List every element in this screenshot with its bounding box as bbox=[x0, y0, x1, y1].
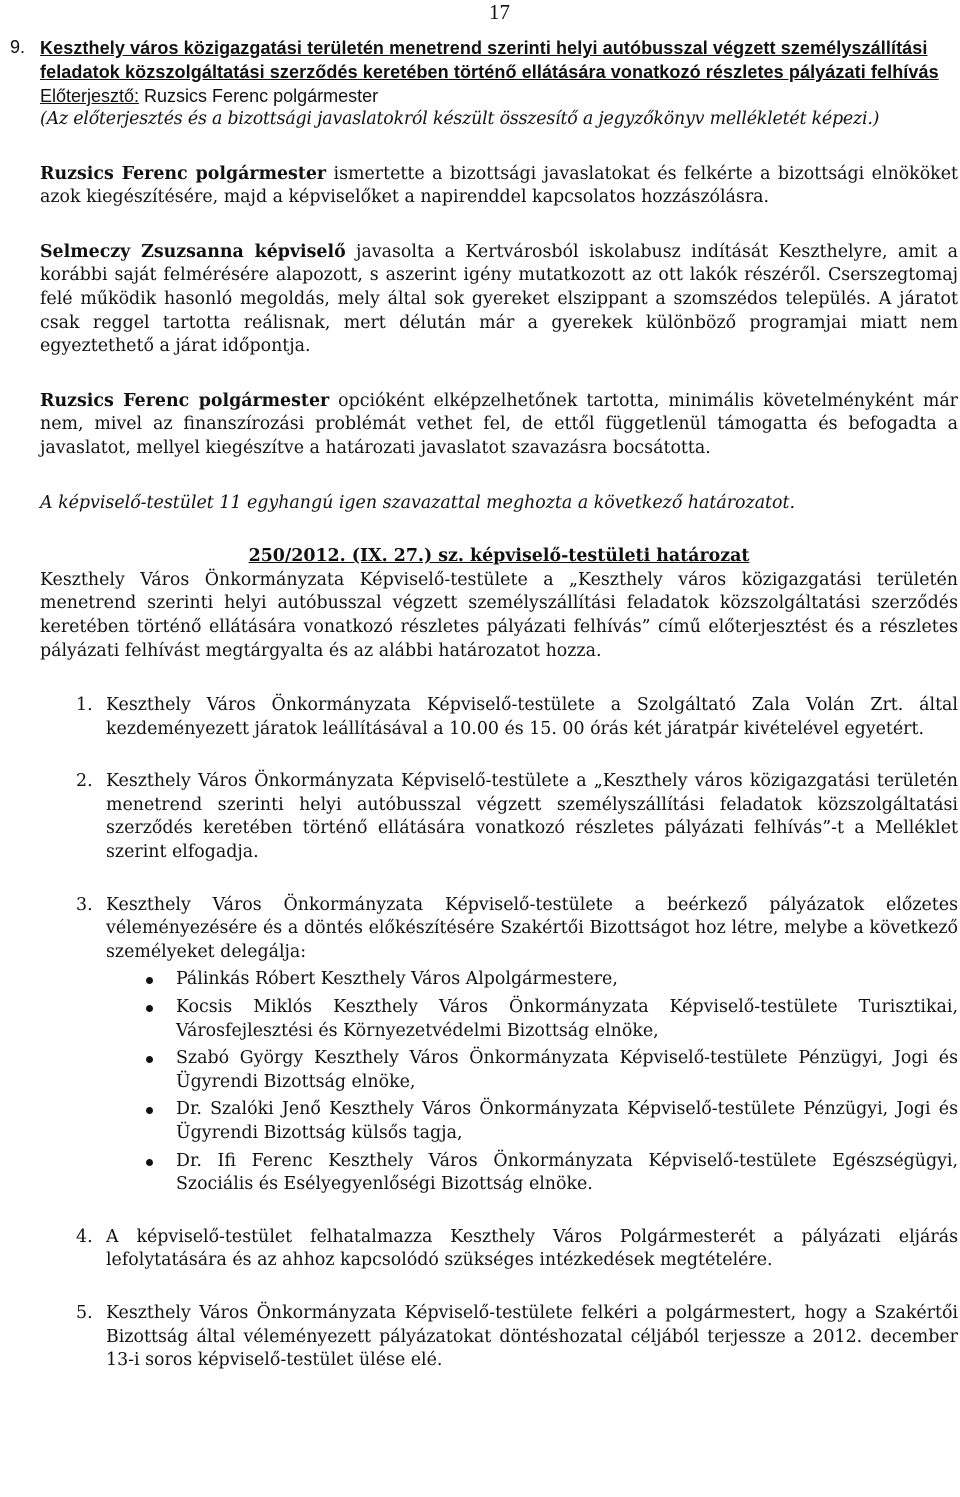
agenda-item-number: 9. bbox=[10, 37, 26, 57]
document-body bbox=[10, 36, 958, 1402]
presenter-line bbox=[40, 84, 958, 108]
resolution-items bbox=[40, 694, 958, 1373]
agenda-item-title: Keszthely város közigazgatási területén menetrend szerinti helyi autóbusszal végzett személyszállítási feladatok közszolgáltatási szerződés keretében történő ellátására vonatkozó részletes pályázati felhívás bbox=[40, 38, 939, 82]
delegate-text: Dr. Ifi Ferenc Keszthely Város Önkormányzata Képviselő-testülete Egészségügyi, Szociális és Esélyegyenlőségi Bizottság elnöke. bbox=[176, 1150, 958, 1195]
delegate-text: Szabó György Keszthely Város Önkormányzata Képviselő-testülete Pénzügyi, Jogi és Ügyrendi Bizottság elnöke, bbox=[176, 1048, 958, 1092]
delegate-list-item bbox=[40, 968, 958, 992]
item-text: Keszthely Város Önkormányzata Képviselő-testülete a Szolgáltató Zala Volán Zrt. által kezdeményezett járatok leállításával a 10.00 és 15. 00 órás két járatpár kivételével egyetért. bbox=[106, 695, 958, 739]
paragraph-text: ismertette a bizottsági javaslatokat és felkérte a bizottsági elnököket azok kiegészítésére, majd a képviselőket a napirenddel kapcsolatos hozzászólásra. bbox=[40, 163, 958, 208]
resolution-item bbox=[40, 1302, 958, 1373]
item-number: 2. bbox=[76, 771, 93, 792]
agenda-item-header bbox=[10, 36, 958, 132]
bullet-icon bbox=[146, 977, 153, 984]
paragraph-mayor-response bbox=[40, 390, 958, 461]
resolution-item bbox=[40, 770, 958, 864]
paragraph-text: opcióként elképzelhetőnek tartotta, minimális követelményként már nem, mivel az finanszírozási problémát vethet fel, de ettől függetlenül támogatta és befogadta a javaslatot, mellyel kiegészítve a határozati javaslatot szavazásra bocsátotta. bbox=[40, 390, 958, 458]
item-text: Keszthely Város Önkormányzata Képviselő-testülete felkéri a polgármestert, hogy a Szakértői Bizottság által véleményezett pályázatokat döntéshozatal céljából terjessze a 2012. december 13-i soros képviselő-testület ülése elé. bbox=[106, 1302, 958, 1371]
delegate-list-item bbox=[40, 1098, 958, 1145]
bullet-icon bbox=[146, 1159, 153, 1166]
item-number: 5. bbox=[76, 1302, 93, 1323]
speaker-name: Selmeczy Zsuzsanna képviselő bbox=[40, 241, 346, 262]
bullet-icon bbox=[146, 1056, 153, 1063]
presenter-name: Ruzsics Ferenc polgármester bbox=[139, 86, 379, 106]
item-number: 1. bbox=[76, 695, 93, 716]
delegate-list bbox=[106, 968, 958, 1196]
item-text: Keszthely Város Önkormányzata Képviselő-testülete a beérkező pályázatok előzetes véleményezésére és a döntés előkészítésére Szakértői Bizottságot hoz létre, melybe a következő személyeket delegálja: bbox=[106, 894, 958, 962]
delegate-list-item bbox=[40, 996, 958, 1043]
delegate-list-item bbox=[40, 1047, 958, 1094]
resolution-item bbox=[40, 694, 958, 741]
item-number: 3. bbox=[76, 894, 93, 915]
resolution-item bbox=[40, 894, 958, 1197]
item-text: Keszthely Város Önkormányzata Képviselő-testülete a „Keszthely város közigazgatási területén menetrend szerinti helyi autóbusszal végzett személyszállítási feladatok közszolgáltatási szerződés keretében történő ellátására vonatkozó részletes pályázati felhívás”-t a Melléklet szerint elfogadja. bbox=[106, 771, 958, 863]
delegate-text: Kocsis Miklós Keszthely Város Önkormányzata Képviselő-testülete Turisztikai, Városfejlesztési és Környezetvédelmi Bizottság elnöke, bbox=[176, 997, 958, 1041]
item-text: A képviselő-testület felhatalmazza Keszthely Város Polgármesterét a pályázati eljárás lefolytatására és az ahhoz kapcsolódó szükséges intézkedések megtételére. bbox=[106, 1226, 958, 1271]
paragraph-mayor-intro bbox=[40, 163, 958, 210]
bullet-icon bbox=[146, 1005, 153, 1012]
delegate-text: Pálinkás Róbert Keszthely Város Alpolgármestere, bbox=[176, 969, 618, 990]
delegate-text: Dr. Szalóki Jenő Keszthely Város Önkormányzata Képviselő-testülete Pénzügyi, Jogi és Ügyrendi Bizottság külsős tagja, bbox=[176, 1099, 958, 1143]
resolution-title: 250/2012. (IX. 27.) sz. képviselő-testületi határozat bbox=[248, 546, 750, 567]
agenda-item-note: (Az előterjesztés és a bizottsági javaslatokról készült összesítő a jegyzőkönyv mellékletét képezi.) bbox=[40, 109, 880, 129]
presenter-label: Előterjesztő: bbox=[40, 86, 140, 106]
vote-statement: A képviselő-testület 11 egyhangú igen szavazattal meghozta a következő határozatot. bbox=[40, 492, 796, 513]
page-number: 17 bbox=[489, 0, 510, 24]
delegate-list-item bbox=[40, 1150, 958, 1197]
paragraph-selmeczy bbox=[40, 241, 958, 359]
item-number: 4. bbox=[76, 1226, 93, 1247]
speaker-name: Ruzsics Ferenc polgármester bbox=[40, 163, 327, 184]
paragraph-text: javasolta a Kertvárosból iskolabusz indítását Keszthelyre, amit a korábbi saját felmérésére alapozott, s aszerint igény mutatkozott az ott lakók részéről. Cserszegtomaj felé működik hasonló megoldás, mely által sok gyereket elszippant a szomszédos település. A járatot csak reggel tartotta reálisnak, mert délután már a gyerekek különböző programjai miatt nem egyeztethető a járat időpontja. bbox=[40, 241, 958, 357]
speaker-name: Ruzsics Ferenc polgármester bbox=[40, 390, 330, 411]
resolution-item bbox=[40, 1226, 958, 1273]
bullet-icon bbox=[146, 1107, 153, 1114]
resolution-intro: Keszthely Város Önkormányzata Képviselő-testülete a „Keszthely város közigazgatási területén menetrend szerinti helyi autóbusszal végzett személyszállítási feladatok közszolgáltatási szerződés keretében történő ellátására vonatkozó részletes pályázati felhívás” című előterjesztést és a részletes pályázati felhívást megtárgyalta és az alábbi határozatot hozza. bbox=[40, 569, 958, 661]
